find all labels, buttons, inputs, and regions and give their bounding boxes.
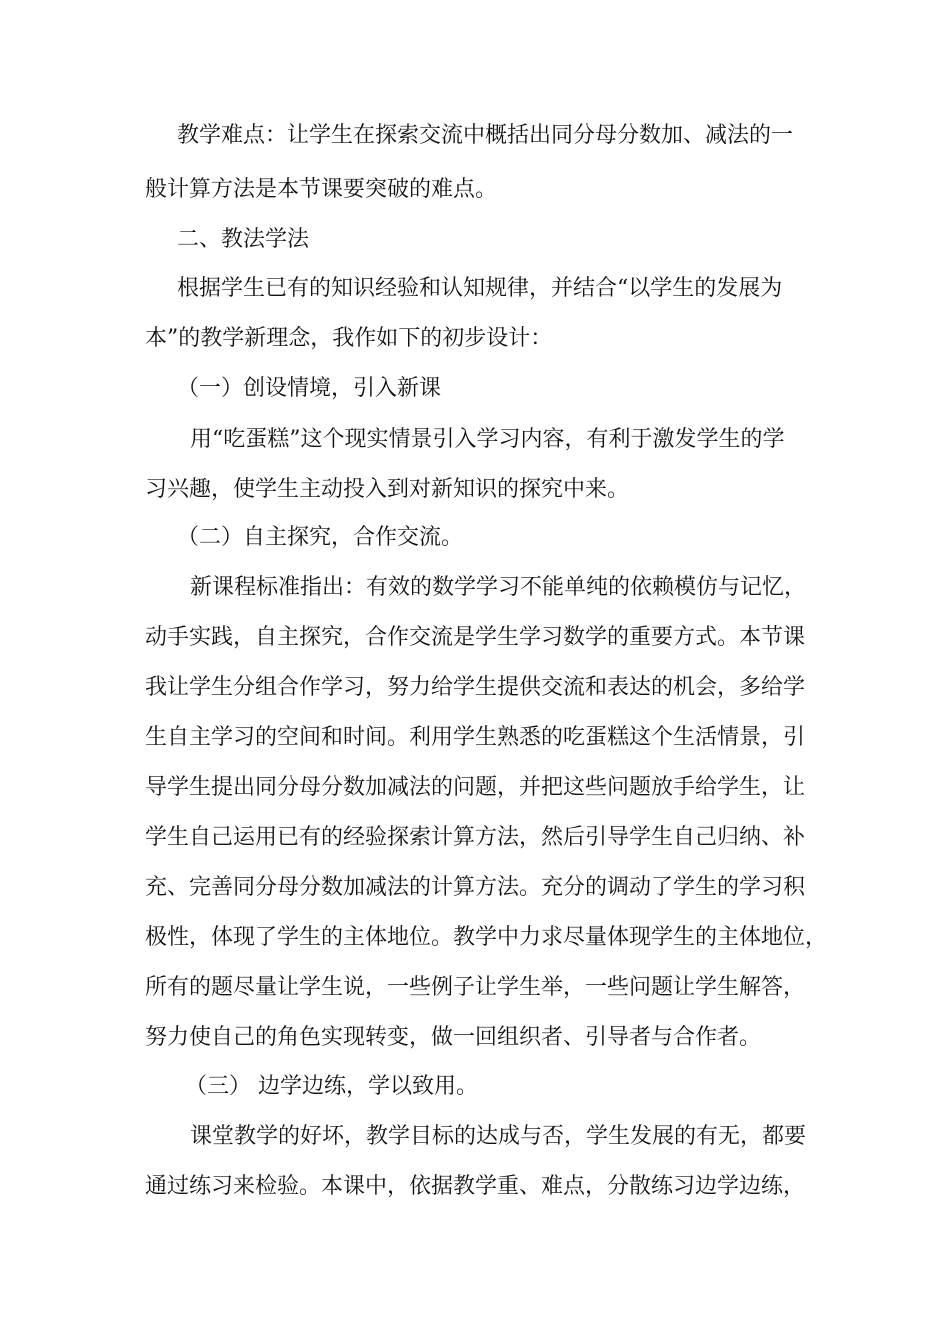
difficulty-line-1: 教学难点：让学生在探索交流中概括出同分母分数加、减法的一	[177, 123, 794, 148]
difficulty-line-2: 般计算方法是本节课要突破的难点。	[145, 177, 498, 202]
paragraph-line-4: 根据学生已有的知识经验和认知规律，并结合“以学生的发展为	[177, 276, 783, 301]
paragraph-line-11: 动手实践，自主探究，合作交流是学生学习数学的重要方式。本节课	[145, 625, 806, 650]
paragraph-line-17: 极性，体现了学生的主体地位。教学中力求尽量体现学生的主体地位，	[145, 925, 828, 950]
subheading-three: （三） 边学边练，学以致用。	[185, 1074, 478, 1099]
paragraph-line-16: 充、完善同分母分数加减法的计算方法。充分的调动了学生的学习积	[145, 875, 806, 900]
paragraph-line-19: 努力使自己的角色实现转变，做一回组织者、引导者与合作者。	[145, 1025, 762, 1050]
paragraph-line-10: 新课程标准指出：有效的数学学习不能单纯的依赖模仿与记忆，	[190, 575, 807, 600]
paragraph-line-18: 所有的题尽量让学生说，一些例子让学生举，一些问题让学生解答，	[145, 975, 806, 1000]
paragraph-line-22: 通过练习来检验。本课中，依据教学重、难点，分散练习边学边练，	[145, 1174, 806, 1199]
paragraph-line-13: 生自主学习的空间和时间。利用学生熟悉的吃蛋糕这个生活情景，引	[145, 725, 806, 750]
section-heading-methods: 二、教法学法	[177, 227, 310, 252]
paragraph-line-5: 本”的教学新理念，我作如下的初步设计：	[145, 326, 553, 351]
paragraph-line-21: 课堂教学的好坏，教学目标的达成与否，学生发展的有无，都要	[190, 1124, 807, 1149]
paragraph-line-8: 习兴趣，使学生主动投入到对新知识的探究中来。	[145, 477, 630, 502]
subheading-two: （二）自主探究，合作交流。	[177, 525, 464, 550]
paragraph-line-7: 用“吃蛋糕”这个现实情景引入学习内容，有利于激发学生的学	[190, 427, 785, 452]
subheading-one: （一）创设情境，引入新课	[177, 376, 442, 401]
paragraph-line-12: 我让学生分组合作学习，努力给学生提供交流和表达的机会，多给学	[145, 675, 806, 700]
paragraph-line-14: 导学生提出同分母分数加减法的问题，并把这些问题放手给学生，让	[145, 775, 806, 800]
paragraph-line-15: 学生自己运用已有的经验探索计算方法，然后引导学生自己归纳、补	[145, 825, 806, 850]
